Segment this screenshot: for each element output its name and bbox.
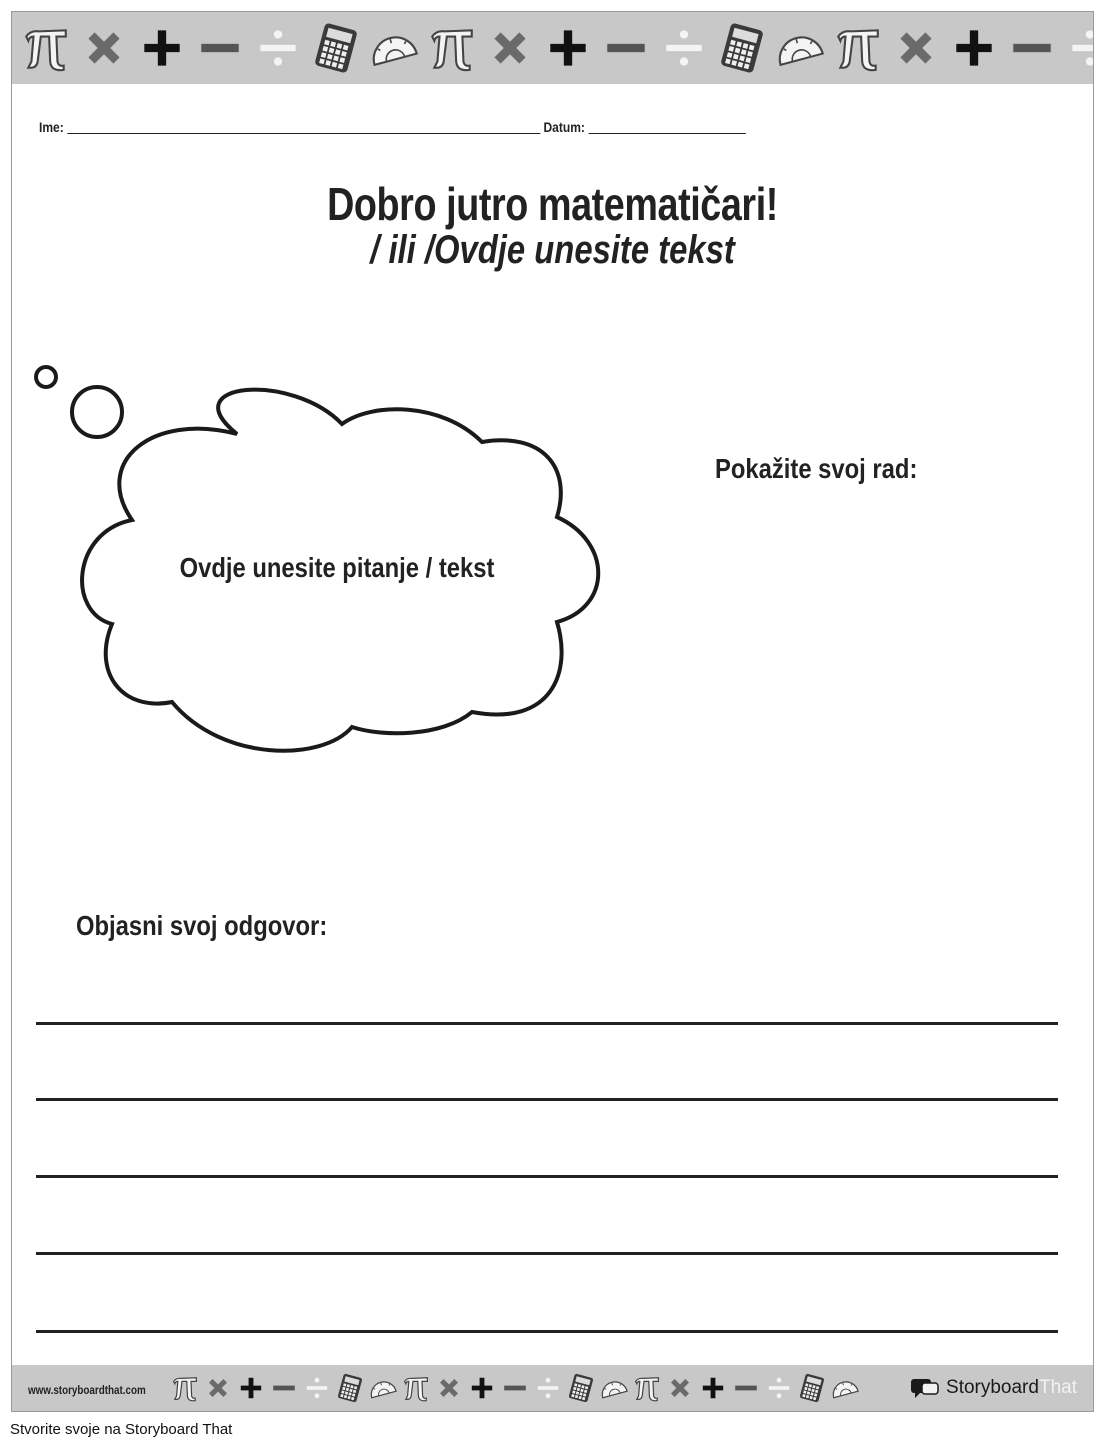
date-label: Datum: — [543, 119, 585, 135]
page-subtitle: / ili /Ovdje unesite tekst — [370, 228, 735, 272]
answer-line[interactable] — [36, 1252, 1058, 1255]
storyboardthat-logo[interactable] — [910, 1375, 1077, 1401]
logo-word-that: That — [1038, 1377, 1077, 1398]
calculator-icon — [797, 1371, 827, 1405]
plus-icon — [236, 1371, 266, 1405]
times-icon — [665, 1371, 695, 1405]
minus-icon — [731, 1371, 761, 1405]
divide-icon — [764, 1371, 794, 1405]
minus-icon — [269, 1371, 299, 1405]
protractor-icon — [830, 1371, 860, 1405]
website-url[interactable]: www.storyboardthat.com — [28, 1383, 146, 1397]
times-icon — [434, 1371, 464, 1405]
name-label: Ime: — [39, 119, 64, 135]
calculator-icon — [566, 1371, 596, 1405]
answer-line[interactable] — [36, 1175, 1058, 1178]
pi-icon — [632, 1371, 662, 1405]
answer-line[interactable] — [36, 1098, 1058, 1101]
plus-icon — [467, 1371, 497, 1405]
thought-bubble — [12, 12, 1094, 812]
protractor-icon — [599, 1371, 629, 1405]
speech-bubble-icon — [910, 1377, 940, 1399]
bottom-border-band — [12, 1365, 1093, 1411]
thought-dot-large — [72, 387, 122, 437]
footer-caption[interactable]: Stvorite svoje na Storyboard That — [10, 1421, 233, 1438]
explain-label: Objasni svoj odgovor: — [76, 910, 328, 941]
show-work-label: Pokažite svoj rad: — [715, 453, 918, 484]
plus-icon — [698, 1371, 728, 1405]
page-title: Dobro jutro matematičari! — [327, 178, 778, 230]
pi-icon — [170, 1371, 200, 1405]
pi-icon — [401, 1371, 431, 1405]
protractor-icon — [368, 1371, 398, 1405]
answer-line[interactable] — [36, 1022, 1058, 1025]
divide-icon — [533, 1371, 563, 1405]
divide-icon — [302, 1371, 332, 1405]
calculator-icon — [335, 1371, 365, 1405]
bottom-border-icons — [170, 1365, 860, 1411]
minus-icon — [500, 1371, 530, 1405]
thought-bubble-text[interactable]: Ovdje unesite pitanje / tekst — [179, 552, 495, 583]
times-icon — [203, 1371, 233, 1405]
logo-word-storyboard: Storyboard — [946, 1377, 1039, 1398]
thought-dot-small — [36, 367, 56, 387]
answer-line[interactable] — [36, 1330, 1058, 1333]
worksheet — [11, 11, 1094, 1412]
